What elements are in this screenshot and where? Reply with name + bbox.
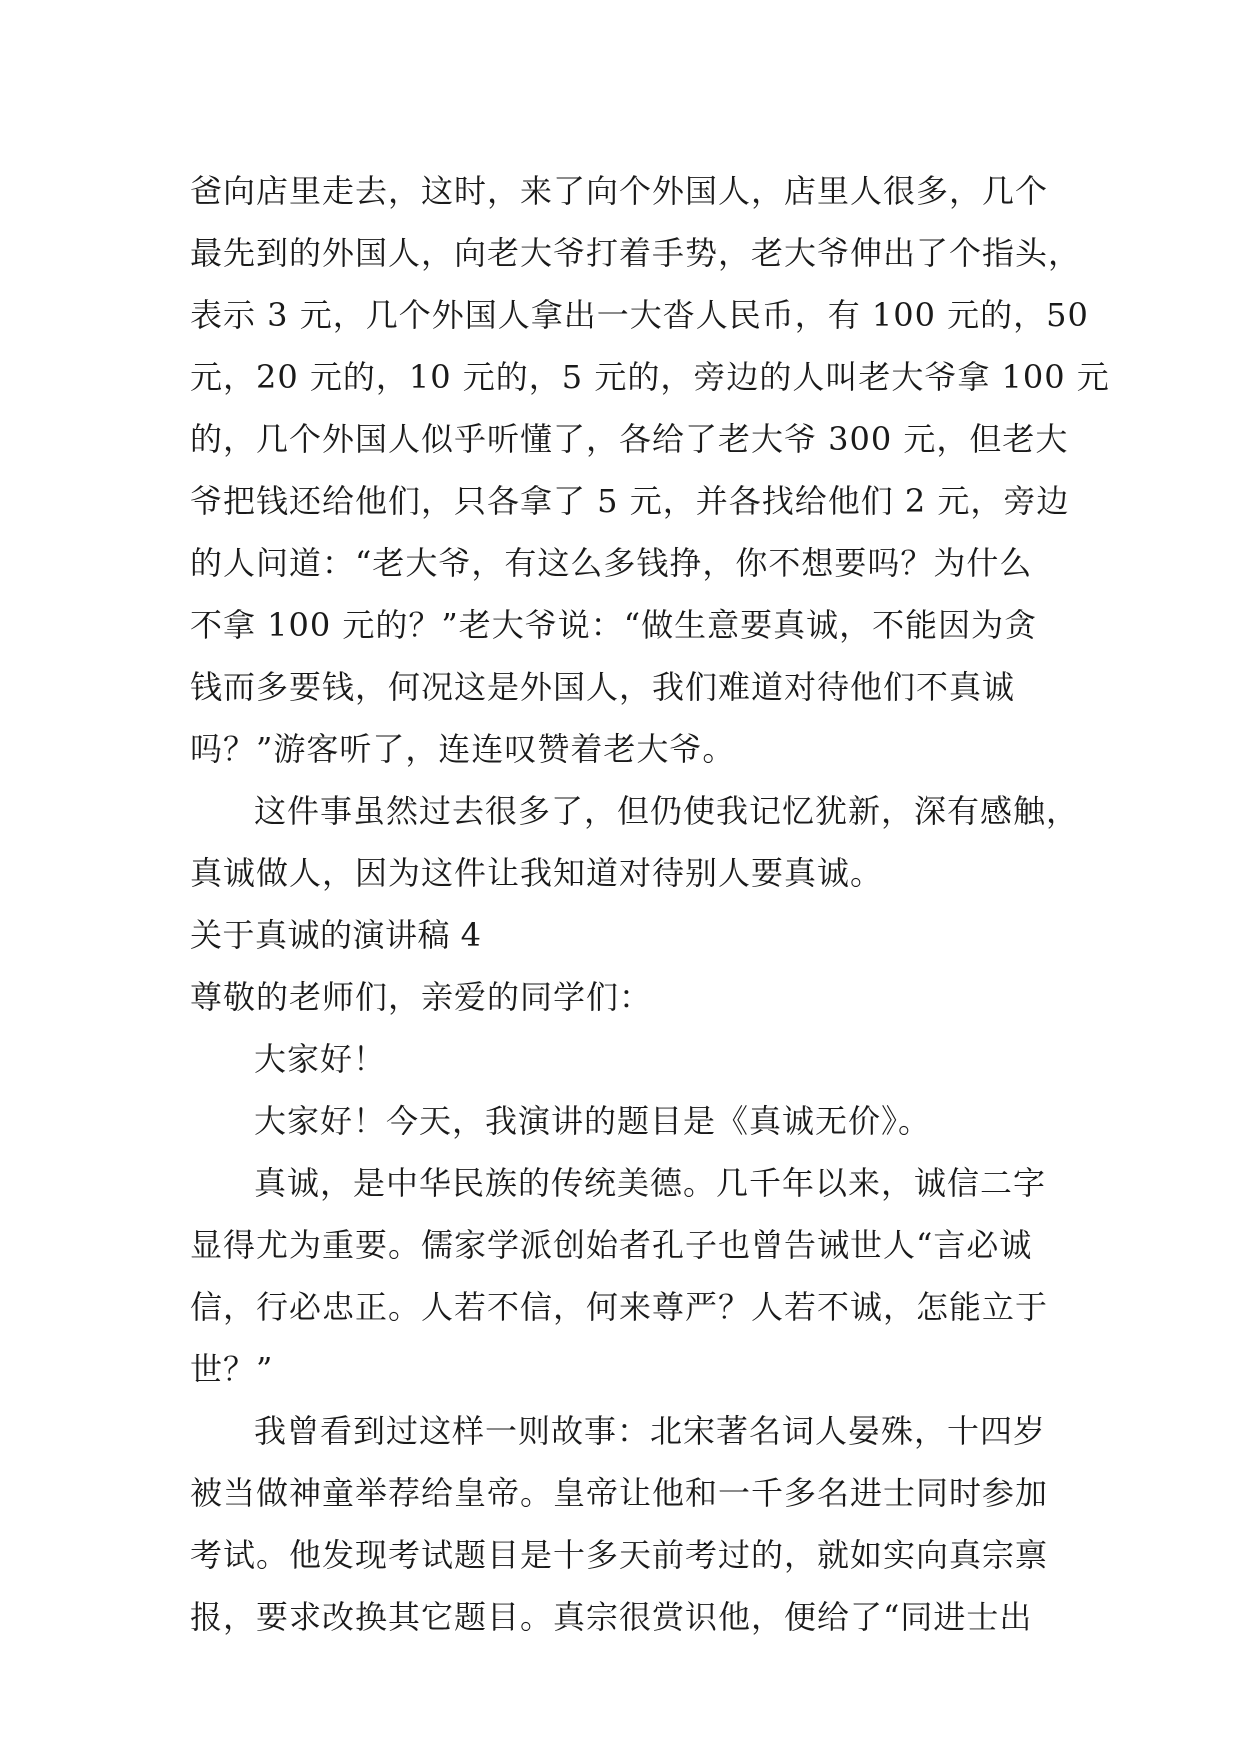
text-line: 爸向店里走去，这时，来了向个外国人，店里人很多，几个 xyxy=(190,172,1049,210)
greeting-text: 大家好！ xyxy=(254,1040,387,1078)
text-line: 最先到的外国人，向老大爷打着手势，老大爷伸出了个指头， xyxy=(190,234,1082,272)
reflection-paragraph xyxy=(190,780,1080,904)
salutation-text: 尊敬的老师们，亲爱的同学们： xyxy=(190,978,653,1016)
salutation xyxy=(190,966,1055,1028)
section-title-text: 关于真诚的演讲稿 4 xyxy=(190,916,482,954)
text-line: 真诚，是中华民族的传统美德。几千年以来，诚信二字 xyxy=(254,1164,1047,1202)
text-line: 被当做神童举荐给皇帝。皇帝让他和一千多名进士同时参加 xyxy=(190,1474,1049,1512)
greeting xyxy=(190,1028,1055,1090)
text-line: 报，要求改换其它题目。真宗很赏识他，便给了“同进士出 xyxy=(190,1598,1033,1636)
virtue-paragraph xyxy=(190,1152,1055,1400)
text-line: 不拿 100 元的？”老大爷说：“做生意要真诚，不能因为贪 xyxy=(190,606,1038,644)
text-line: 钱而多要钱，何况这是外国人，我们难道对待他们不真诚 xyxy=(190,668,1016,706)
text-line: 大家好！今天，我演讲的题目是《真诚无价》。 xyxy=(254,1102,932,1140)
anecdote-paragraph xyxy=(190,1400,1055,1648)
text-line: 元，20 元的，10 元的，5 元的，旁边的人叫老大爷拿 100 元 xyxy=(190,358,1110,396)
story-paragraph xyxy=(190,160,1110,780)
text-line: 世？” xyxy=(190,1350,274,1388)
text-line: 表示 3 元，几个外国人拿出一大沓人民币，有 100 元的，50 xyxy=(190,296,1089,334)
intro-paragraph xyxy=(190,1090,1055,1152)
text-line: 的人问道：“老大爷，有这么多钱挣，你不想要吗？为什么 xyxy=(190,544,1033,582)
text-line: 显得尤为重要。儒家学派创始者孔子也曾告诫世人“言必诚 xyxy=(190,1226,1033,1264)
text-line: 这件事虽然过去很多了，但仍使我记忆犹新，深有感触， xyxy=(254,792,1080,830)
text-line: 吗？”游客听了，连连叹赞着老大爷。 xyxy=(190,730,736,768)
text-line: 我曾看到过这样一则故事：北宋著名词人晏殊，十四岁 xyxy=(254,1412,1047,1450)
text-line: 真诚做人，因为这件让我知道对待别人要真诚。 xyxy=(190,854,884,892)
section-title xyxy=(190,904,1055,966)
text-line: 的，几个外国人似乎听懂了，各给了老大爷 300 元，但老大 xyxy=(190,420,1069,458)
text-line: 考试。他发现考试题目是十多天前考过的，就如实向真宗禀 xyxy=(190,1536,1049,1574)
document-body xyxy=(190,160,1110,1648)
text-line: 爷把钱还给他们，只各拿了 5 元，并各找给他们 2 元，旁边 xyxy=(190,482,1070,520)
text-line: 信，行必忠正。人若不信，何来尊严？人若不诚，怎能立于 xyxy=(190,1288,1049,1326)
